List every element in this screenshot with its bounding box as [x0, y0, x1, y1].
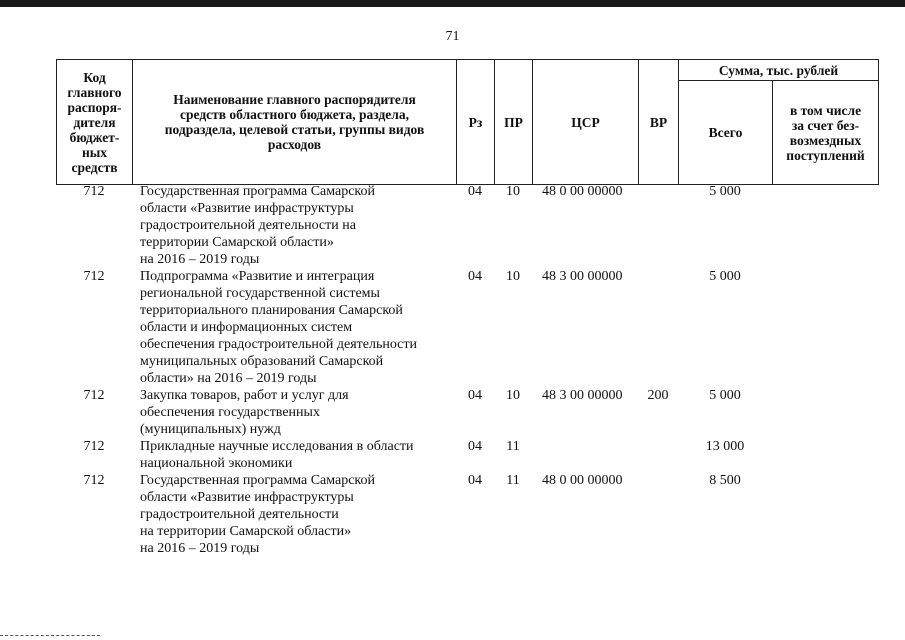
cell-csr: 48 3 00 00000 [542, 388, 623, 403]
cell-csr: 48 0 00 00000 [542, 473, 623, 488]
cell-name-line: территориального планирования Самарской [140, 303, 403, 318]
header-code-line: распоря- [67, 99, 122, 115]
cell-name [132, 472, 456, 557]
cell-code: 712 [83, 439, 105, 454]
header-rz: Рз [457, 60, 495, 185]
cell-name-line: региональной государственной системы [140, 286, 380, 301]
cell-name-line: градостроительной деятельности [140, 507, 339, 522]
header-free-line: в том числе [789, 102, 862, 118]
cell-free [772, 438, 878, 472]
top-border-bar [0, 0, 905, 7]
bottom-scan-marks [0, 635, 100, 638]
cell-name-line: на территории Самарской области» [140, 524, 352, 539]
cell-vr [638, 472, 678, 557]
cell-free [772, 183, 878, 268]
cell-code: 712 [83, 473, 105, 488]
cell-name-line: территории Самарской области» [140, 235, 334, 250]
cell-name-line: обеспечения государственных [140, 405, 320, 420]
table-row [56, 268, 878, 387]
table-row [56, 438, 878, 472]
cell-free [772, 387, 878, 438]
header-code-line: главного [67, 84, 122, 100]
cell-name-line: Прикладные научные исследования в области [140, 439, 414, 454]
cell-name-line: Государственная программа Самарской [140, 473, 376, 488]
header-pr: ПР [495, 60, 533, 185]
cell-pr: 10 [506, 184, 520, 199]
cell-total: 13 000 [705, 439, 745, 454]
header-sum: Сумма, тыс. рублей [679, 60, 879, 81]
cell-rz: 04 [468, 269, 482, 284]
cell-name [132, 387, 456, 438]
header-code-line: ных [81, 144, 108, 160]
cell-code: 712 [83, 388, 105, 403]
cell-vr [638, 438, 678, 472]
cell-code: 712 [83, 184, 105, 199]
cell-name-line: области «Развитие инфраструктуры [140, 490, 354, 505]
cell-pr: 10 [506, 269, 520, 284]
cell-name-line: градостроительной деятельности на [140, 218, 356, 233]
table-row [56, 183, 878, 268]
cell-free [772, 472, 878, 557]
cell-pr: 11 [506, 473, 520, 488]
cell-name-line: муниципальных образований Самарской [140, 354, 384, 369]
cell-vr [638, 268, 678, 387]
cell-free [772, 268, 878, 387]
header-total: Всего [679, 81, 773, 185]
cell-rz: 04 [468, 388, 482, 403]
table-row [56, 387, 878, 438]
header-code-line: дителя [73, 114, 116, 130]
header-free-line: возмездных [789, 132, 862, 148]
cell-pr: 10 [506, 388, 520, 403]
header-code-line: Код [83, 69, 106, 85]
cell-name-line: национальной экономики [140, 456, 293, 471]
header-free-line: за счет без- [791, 117, 860, 133]
header-code [57, 60, 133, 185]
table-row [56, 472, 878, 557]
cell-rz: 04 [468, 184, 482, 199]
cell-total: 5 000 [709, 184, 741, 199]
header-name-line: Наименование главного распорядителя [173, 92, 416, 107]
cell-name [132, 183, 456, 268]
page-number: 71 [445, 29, 460, 44]
table-body [56, 183, 878, 557]
cell-name-line: на 2016 – 2019 годы [140, 252, 260, 267]
cell-vr [638, 183, 678, 268]
cell-total: 5 000 [709, 269, 741, 284]
cell-name-line: Подпрограмма «Развитие и интеграция [140, 269, 375, 284]
cell-name-line: области» на 2016 – 2019 годы [140, 371, 317, 386]
cell-total: 5 000 [709, 388, 741, 403]
cell-name-line: на 2016 – 2019 годы [140, 541, 260, 556]
cell-pr: 11 [506, 439, 520, 454]
header-name-line: расходов [267, 137, 322, 152]
table-header [56, 59, 879, 185]
header-name-line: подраздела, целевой статьи, группы видов [164, 122, 425, 137]
cell-code: 712 [83, 269, 105, 284]
header-csr: ЦСР [533, 60, 639, 185]
cell-name [132, 438, 456, 472]
cell-csr [532, 438, 638, 472]
cell-name-line: области и информационных систем [140, 320, 353, 335]
cell-csr: 48 0 00 00000 [542, 184, 623, 199]
cell-name [132, 268, 456, 387]
cell-name-line: Государственная программа Самарской [140, 184, 376, 199]
header-name [133, 60, 457, 185]
header-free-line: поступлений [786, 147, 865, 163]
header-code-line: бюджет- [69, 129, 120, 145]
cell-name-line: обеспечения градостроительной деятельности [140, 337, 418, 352]
cell-name-line: области «Развитие инфраструктуры [140, 201, 354, 216]
cell-csr: 48 3 00 00000 [542, 269, 623, 284]
cell-rz: 04 [468, 473, 482, 488]
header-name-line: средств областного бюджета, раздела, [180, 107, 409, 122]
header-free [773, 81, 879, 185]
cell-name-line: (муниципальных) нужд [140, 422, 281, 437]
cell-vr: 200 [647, 388, 669, 403]
cell-rz: 04 [468, 439, 482, 454]
header-code-line: средств [71, 159, 118, 175]
cell-name-line: Закупка товаров, работ и услуг для [140, 388, 349, 403]
cell-total: 8 500 [709, 473, 741, 488]
header-vr: ВР [639, 60, 679, 185]
